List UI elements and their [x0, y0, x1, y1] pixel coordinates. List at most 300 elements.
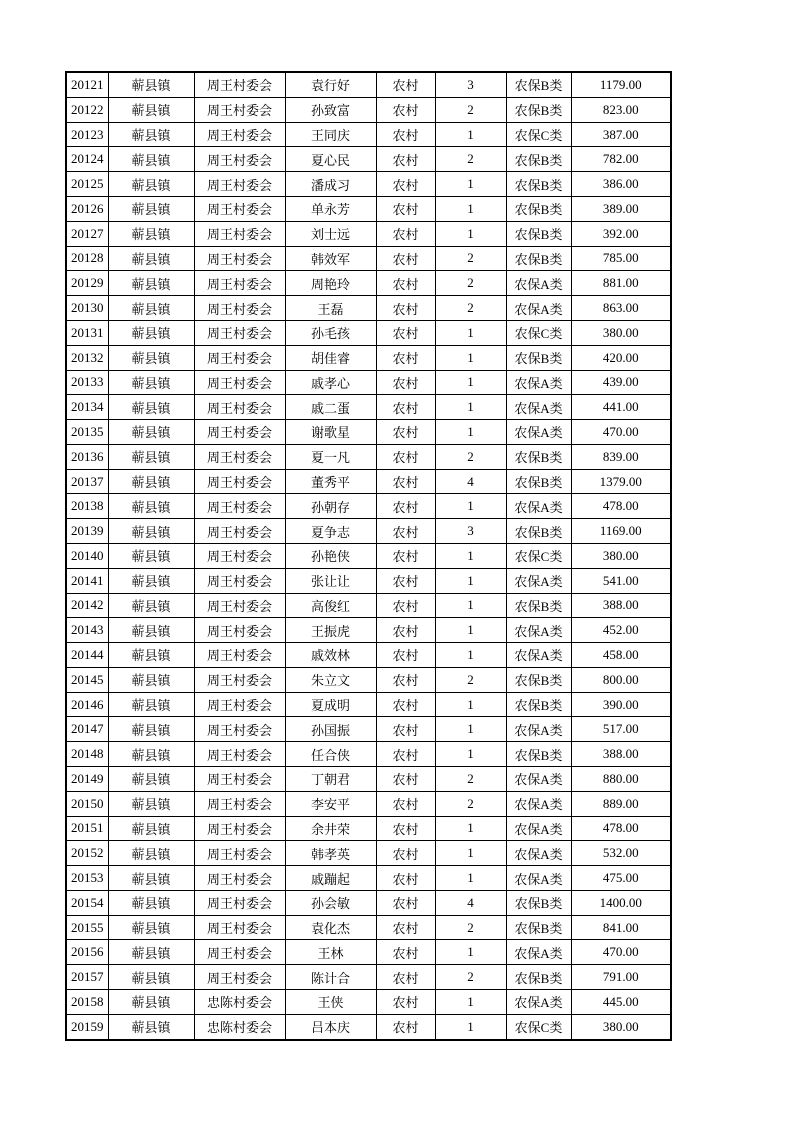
cell-amount: 390.00 — [571, 692, 671, 717]
cell-person-name: 孙艳侠 — [285, 543, 376, 568]
cell-person-name: 王磊 — [285, 296, 376, 321]
cell-village-committee: 周王村委会 — [194, 692, 285, 717]
cell-residence-type: 农村 — [376, 667, 435, 692]
cell-village-committee: 周王村委会 — [194, 320, 285, 345]
cell-residence-type: 农村 — [376, 271, 435, 296]
cell-village-committee: 周王村委会 — [194, 172, 285, 197]
cell-person-name: 孙国振 — [285, 717, 376, 742]
cell-residence-type: 农村 — [376, 444, 435, 469]
cell-village-committee: 周王村委会 — [194, 593, 285, 618]
cell-insurance-category: 农保A类 — [506, 420, 571, 445]
cell-person-count: 1 — [435, 345, 506, 370]
cell-record-id: 20132 — [66, 345, 108, 370]
cell-insurance-category: 农保C类 — [506, 122, 571, 147]
cell-person-count: 2 — [435, 965, 506, 990]
cell-person-name: 韩孝英 — [285, 841, 376, 866]
cell-person-name: 戚孝心 — [285, 370, 376, 395]
cell-record-id: 20135 — [66, 420, 108, 445]
cell-insurance-category: 农保B类 — [506, 890, 571, 915]
cell-insurance-category: 农保A类 — [506, 816, 571, 841]
table-row — [66, 296, 671, 321]
cell-person-name: 孙会敏 — [285, 890, 376, 915]
cell-person-count: 2 — [435, 444, 506, 469]
cell-amount: 1379.00 — [571, 469, 671, 494]
cell-insurance-category: 农保B类 — [506, 345, 571, 370]
cell-town: 蕲县镇 — [108, 990, 194, 1015]
cell-record-id: 20145 — [66, 667, 108, 692]
table-row — [66, 841, 671, 866]
cell-town: 蕲县镇 — [108, 593, 194, 618]
cell-record-id: 20126 — [66, 197, 108, 222]
cell-town: 蕲县镇 — [108, 667, 194, 692]
cell-person-name: 夏一凡 — [285, 444, 376, 469]
cell-person-count: 1 — [435, 816, 506, 841]
cell-village-committee: 周王村委会 — [194, 271, 285, 296]
cell-insurance-category: 农保A类 — [506, 841, 571, 866]
cell-amount: 452.00 — [571, 618, 671, 643]
cell-village-committee: 周王村委会 — [194, 841, 285, 866]
cell-amount: 478.00 — [571, 494, 671, 519]
cell-residence-type: 农村 — [376, 197, 435, 222]
cell-village-committee: 周王村委会 — [194, 72, 285, 97]
cell-record-id: 20123 — [66, 122, 108, 147]
cell-town: 蕲县镇 — [108, 767, 194, 792]
cell-person-count: 1 — [435, 593, 506, 618]
cell-residence-type: 农村 — [376, 147, 435, 172]
cell-amount: 387.00 — [571, 122, 671, 147]
table-row — [66, 568, 671, 593]
table-row — [66, 519, 671, 544]
cell-insurance-category: 农保B类 — [506, 246, 571, 271]
cell-town: 蕲县镇 — [108, 221, 194, 246]
cell-record-id: 20159 — [66, 1014, 108, 1040]
cell-person-count: 2 — [435, 791, 506, 816]
table-row — [66, 543, 671, 568]
cell-person-count: 1 — [435, 1014, 506, 1040]
cell-record-id: 20138 — [66, 494, 108, 519]
cell-amount: 470.00 — [571, 940, 671, 965]
cell-record-id: 20156 — [66, 940, 108, 965]
cell-amount: 380.00 — [571, 320, 671, 345]
cell-village-committee: 周王村委会 — [194, 717, 285, 742]
cell-amount: 517.00 — [571, 717, 671, 742]
cell-residence-type: 农村 — [376, 370, 435, 395]
cell-village-committee: 周王村委会 — [194, 519, 285, 544]
cell-person-name: 戚效林 — [285, 643, 376, 668]
table-row — [66, 866, 671, 891]
cell-insurance-category: 农保B类 — [506, 147, 571, 172]
cell-village-committee: 周王村委会 — [194, 469, 285, 494]
cell-amount: 386.00 — [571, 172, 671, 197]
cell-residence-type: 农村 — [376, 1014, 435, 1040]
table-row — [66, 1014, 671, 1040]
cell-insurance-category: 农保A类 — [506, 618, 571, 643]
cell-residence-type: 农村 — [376, 593, 435, 618]
cell-town: 蕲县镇 — [108, 965, 194, 990]
cell-town: 蕲县镇 — [108, 618, 194, 643]
cell-person-count: 2 — [435, 147, 506, 172]
cell-person-count: 1 — [435, 543, 506, 568]
cell-town: 蕲县镇 — [108, 692, 194, 717]
cell-insurance-category: 农保C类 — [506, 1014, 571, 1040]
cell-amount: 889.00 — [571, 791, 671, 816]
cell-insurance-category: 农保A类 — [506, 643, 571, 668]
cell-village-committee: 周王村委会 — [194, 866, 285, 891]
cell-record-id: 20133 — [66, 370, 108, 395]
cell-amount: 1179.00 — [571, 72, 671, 97]
cell-person-count: 1 — [435, 370, 506, 395]
cell-amount: 389.00 — [571, 197, 671, 222]
cell-record-id: 20144 — [66, 643, 108, 668]
cell-person-count: 1 — [435, 717, 506, 742]
cell-town: 蕲县镇 — [108, 370, 194, 395]
cell-person-count: 1 — [435, 643, 506, 668]
cell-insurance-category: 农保A类 — [506, 791, 571, 816]
cell-record-id: 20134 — [66, 395, 108, 420]
cell-village-committee: 周王村委会 — [194, 296, 285, 321]
table-row — [66, 667, 671, 692]
cell-insurance-category: 农保A类 — [506, 395, 571, 420]
cell-person-name: 李安平 — [285, 791, 376, 816]
cell-person-count: 1 — [435, 841, 506, 866]
cell-insurance-category: 农保B类 — [506, 519, 571, 544]
cell-insurance-category: 农保A类 — [506, 568, 571, 593]
cell-town: 蕲县镇 — [108, 420, 194, 445]
cell-amount: 863.00 — [571, 296, 671, 321]
cell-record-id: 20148 — [66, 742, 108, 767]
cell-record-id: 20152 — [66, 841, 108, 866]
cell-village-committee: 周王村委会 — [194, 543, 285, 568]
cell-insurance-category: 农保C类 — [506, 320, 571, 345]
cell-person-count: 4 — [435, 469, 506, 494]
cell-person-name: 王林 — [285, 940, 376, 965]
table-row — [66, 618, 671, 643]
cell-residence-type: 农村 — [376, 915, 435, 940]
cell-town: 蕲县镇 — [108, 395, 194, 420]
cell-amount: 782.00 — [571, 147, 671, 172]
cell-residence-type: 农村 — [376, 841, 435, 866]
cell-town: 蕲县镇 — [108, 841, 194, 866]
cell-village-committee: 周王村委会 — [194, 122, 285, 147]
cell-town: 蕲县镇 — [108, 717, 194, 742]
cell-residence-type: 农村 — [376, 816, 435, 841]
cell-town: 蕲县镇 — [108, 494, 194, 519]
cell-village-committee: 周王村委会 — [194, 97, 285, 122]
cell-town: 蕲县镇 — [108, 940, 194, 965]
cell-amount: 470.00 — [571, 420, 671, 445]
cell-amount: 532.00 — [571, 841, 671, 866]
cell-record-id: 20158 — [66, 990, 108, 1015]
cell-person-name: 胡佳睿 — [285, 345, 376, 370]
cell-person-count: 1 — [435, 221, 506, 246]
cell-person-count: 1 — [435, 866, 506, 891]
cell-record-id: 20125 — [66, 172, 108, 197]
cell-person-count: 4 — [435, 890, 506, 915]
cell-residence-type: 农村 — [376, 519, 435, 544]
cell-person-name: 董秀平 — [285, 469, 376, 494]
cell-person-name: 余井荣 — [285, 816, 376, 841]
cell-residence-type: 农村 — [376, 643, 435, 668]
cell-town: 蕲县镇 — [108, 122, 194, 147]
cell-town: 蕲县镇 — [108, 72, 194, 97]
cell-person-name: 戚蹦起 — [285, 866, 376, 891]
table-row — [66, 122, 671, 147]
cell-amount: 823.00 — [571, 97, 671, 122]
cell-residence-type: 农村 — [376, 767, 435, 792]
cell-person-count: 2 — [435, 667, 506, 692]
cell-village-committee: 周王村委会 — [194, 940, 285, 965]
table-body — [66, 72, 671, 1040]
cell-village-committee: 周王村委会 — [194, 767, 285, 792]
table-row — [66, 172, 671, 197]
cell-insurance-category: 农保B类 — [506, 444, 571, 469]
cell-person-count: 1 — [435, 618, 506, 643]
cell-town: 蕲县镇 — [108, 97, 194, 122]
cell-insurance-category: 农保B类 — [506, 692, 571, 717]
cell-amount: 478.00 — [571, 816, 671, 841]
cell-person-count: 2 — [435, 915, 506, 940]
cell-person-name: 周艳玲 — [285, 271, 376, 296]
cell-residence-type: 农村 — [376, 296, 435, 321]
cell-amount: 441.00 — [571, 395, 671, 420]
cell-amount: 1400.00 — [571, 890, 671, 915]
cell-record-id: 20124 — [66, 147, 108, 172]
cell-residence-type: 农村 — [376, 965, 435, 990]
cell-insurance-category: 农保B类 — [506, 197, 571, 222]
cell-village-committee: 周王村委会 — [194, 147, 285, 172]
table-row — [66, 345, 671, 370]
table-row — [66, 221, 671, 246]
cell-town: 蕲县镇 — [108, 519, 194, 544]
cell-insurance-category: 农保A类 — [506, 940, 571, 965]
table-row — [66, 742, 671, 767]
cell-amount: 388.00 — [571, 593, 671, 618]
cell-person-count: 1 — [435, 692, 506, 717]
cell-residence-type: 农村 — [376, 395, 435, 420]
cell-insurance-category: 农保B类 — [506, 72, 571, 97]
cell-town: 蕲县镇 — [108, 643, 194, 668]
cell-village-committee: 周王村委会 — [194, 965, 285, 990]
cell-village-committee: 周王村委会 — [194, 420, 285, 445]
cell-town: 蕲县镇 — [108, 197, 194, 222]
table-row — [66, 370, 671, 395]
cell-person-name: 夏争志 — [285, 519, 376, 544]
cell-insurance-category: 农保B类 — [506, 915, 571, 940]
cell-town: 蕲县镇 — [108, 866, 194, 891]
cell-village-committee: 周王村委会 — [194, 221, 285, 246]
cell-insurance-category: 农保B类 — [506, 965, 571, 990]
cell-town: 蕲县镇 — [108, 816, 194, 841]
table-row — [66, 420, 671, 445]
cell-insurance-category: 农保B类 — [506, 221, 571, 246]
table-row — [66, 965, 671, 990]
cell-person-count: 2 — [435, 767, 506, 792]
cell-person-name: 孙朝存 — [285, 494, 376, 519]
cell-town: 蕲县镇 — [108, 320, 194, 345]
cell-town: 蕲县镇 — [108, 742, 194, 767]
cell-record-id: 20122 — [66, 97, 108, 122]
cell-record-id: 20128 — [66, 246, 108, 271]
cell-residence-type: 农村 — [376, 345, 435, 370]
cell-person-count: 1 — [435, 395, 506, 420]
cell-insurance-category: 农保A类 — [506, 494, 571, 519]
cell-amount: 1169.00 — [571, 519, 671, 544]
table-row — [66, 147, 671, 172]
cell-record-id: 20136 — [66, 444, 108, 469]
table-row — [66, 72, 671, 97]
cell-amount: 841.00 — [571, 915, 671, 940]
cell-record-id: 20151 — [66, 816, 108, 841]
cell-person-count: 1 — [435, 990, 506, 1015]
cell-record-id: 20141 — [66, 568, 108, 593]
cell-residence-type: 农村 — [376, 890, 435, 915]
cell-village-committee: 周王村委会 — [194, 568, 285, 593]
cell-record-id: 20142 — [66, 593, 108, 618]
cell-person-name: 袁化杰 — [285, 915, 376, 940]
cell-person-name: 王同庆 — [285, 122, 376, 147]
table-row — [66, 469, 671, 494]
cell-town: 蕲县镇 — [108, 469, 194, 494]
cell-person-count: 2 — [435, 271, 506, 296]
cell-village-committee: 周王村委会 — [194, 444, 285, 469]
table-row — [66, 271, 671, 296]
cell-residence-type: 农村 — [376, 122, 435, 147]
table-row — [66, 643, 671, 668]
table-row — [66, 320, 671, 345]
cell-amount: 791.00 — [571, 965, 671, 990]
cell-person-name: 朱立文 — [285, 667, 376, 692]
cell-residence-type: 农村 — [376, 990, 435, 1015]
cell-residence-type: 农村 — [376, 72, 435, 97]
cell-amount: 881.00 — [571, 271, 671, 296]
cell-insurance-category: 农保A类 — [506, 296, 571, 321]
table-row — [66, 940, 671, 965]
cell-amount: 839.00 — [571, 444, 671, 469]
cell-person-name: 高俊红 — [285, 593, 376, 618]
cell-town: 蕲县镇 — [108, 444, 194, 469]
cell-person-count: 1 — [435, 197, 506, 222]
cell-insurance-category: 农保C类 — [506, 543, 571, 568]
cell-town: 蕲县镇 — [108, 172, 194, 197]
cell-person-name: 丁朝君 — [285, 767, 376, 792]
cell-record-id: 20146 — [66, 692, 108, 717]
cell-town: 蕲县镇 — [108, 568, 194, 593]
cell-record-id: 20139 — [66, 519, 108, 544]
cell-village-committee: 周王村委会 — [194, 395, 285, 420]
cell-town: 蕲县镇 — [108, 147, 194, 172]
cell-record-id: 20131 — [66, 320, 108, 345]
cell-town: 蕲县镇 — [108, 791, 194, 816]
cell-record-id: 20140 — [66, 543, 108, 568]
cell-person-name: 任合侠 — [285, 742, 376, 767]
cell-person-count: 2 — [435, 97, 506, 122]
cell-residence-type: 农村 — [376, 692, 435, 717]
cell-record-id: 20157 — [66, 965, 108, 990]
cell-person-count: 1 — [435, 494, 506, 519]
table-row — [66, 97, 671, 122]
cell-person-name: 王侠 — [285, 990, 376, 1015]
cell-residence-type: 农村 — [376, 221, 435, 246]
cell-village-committee: 周王村委会 — [194, 816, 285, 841]
cell-amount: 445.00 — [571, 990, 671, 1015]
table-row — [66, 395, 671, 420]
cell-village-committee: 周王村委会 — [194, 643, 285, 668]
cell-person-name: 韩效军 — [285, 246, 376, 271]
cell-village-committee: 周王村委会 — [194, 915, 285, 940]
cell-person-name: 潘成习 — [285, 172, 376, 197]
cell-person-name: 夏成明 — [285, 692, 376, 717]
cell-insurance-category: 农保A类 — [506, 866, 571, 891]
cell-town: 蕲县镇 — [108, 271, 194, 296]
cell-record-id: 20154 — [66, 890, 108, 915]
cell-amount: 880.00 — [571, 767, 671, 792]
cell-insurance-category: 农保A类 — [506, 990, 571, 1015]
cell-amount: 380.00 — [571, 1014, 671, 1040]
cell-village-committee: 周王村委会 — [194, 618, 285, 643]
cell-insurance-category: 农保A类 — [506, 271, 571, 296]
cell-insurance-category: 农保B类 — [506, 593, 571, 618]
cell-town: 蕲县镇 — [108, 543, 194, 568]
cell-person-name: 陈计合 — [285, 965, 376, 990]
cell-amount: 392.00 — [571, 221, 671, 246]
cell-residence-type: 农村 — [376, 469, 435, 494]
cell-person-name: 孙致富 — [285, 97, 376, 122]
cell-person-name: 夏心民 — [285, 147, 376, 172]
cell-village-committee: 周王村委会 — [194, 345, 285, 370]
cell-town: 蕲县镇 — [108, 1014, 194, 1040]
cell-record-id: 20149 — [66, 767, 108, 792]
cell-residence-type: 农村 — [376, 494, 435, 519]
cell-record-id: 20129 — [66, 271, 108, 296]
cell-residence-type: 农村 — [376, 172, 435, 197]
cell-village-committee: 忠陈村委会 — [194, 990, 285, 1015]
cell-person-count: 1 — [435, 742, 506, 767]
cell-town: 蕲县镇 — [108, 890, 194, 915]
cell-person-count: 1 — [435, 940, 506, 965]
cell-insurance-category: 农保B类 — [506, 172, 571, 197]
cell-record-id: 20137 — [66, 469, 108, 494]
cell-record-id: 20127 — [66, 221, 108, 246]
cell-person-name: 刘士远 — [285, 221, 376, 246]
cell-person-name: 谢歌星 — [285, 420, 376, 445]
cell-person-count: 1 — [435, 420, 506, 445]
cell-amount: 800.00 — [571, 667, 671, 692]
cell-person-name: 单永芳 — [285, 197, 376, 222]
cell-residence-type: 农村 — [376, 543, 435, 568]
insurance-payment-table — [65, 71, 672, 1041]
cell-person-name: 孙毛孩 — [285, 320, 376, 345]
table-row — [66, 692, 671, 717]
cell-residence-type: 农村 — [376, 320, 435, 345]
table-row — [66, 717, 671, 742]
cell-residence-type: 农村 — [376, 246, 435, 271]
cell-amount: 380.00 — [571, 543, 671, 568]
cell-amount: 420.00 — [571, 345, 671, 370]
cell-insurance-category: 农保B类 — [506, 97, 571, 122]
table-row — [66, 915, 671, 940]
cell-person-count: 1 — [435, 172, 506, 197]
cell-person-count: 1 — [435, 568, 506, 593]
cell-person-name: 戚二蛋 — [285, 395, 376, 420]
table-row — [66, 791, 671, 816]
cell-residence-type: 农村 — [376, 618, 435, 643]
cell-village-committee: 周王村委会 — [194, 197, 285, 222]
cell-record-id: 20150 — [66, 791, 108, 816]
table-row — [66, 444, 671, 469]
cell-village-committee: 周王村委会 — [194, 791, 285, 816]
cell-village-committee: 周王村委会 — [194, 370, 285, 395]
cell-residence-type: 农村 — [376, 742, 435, 767]
